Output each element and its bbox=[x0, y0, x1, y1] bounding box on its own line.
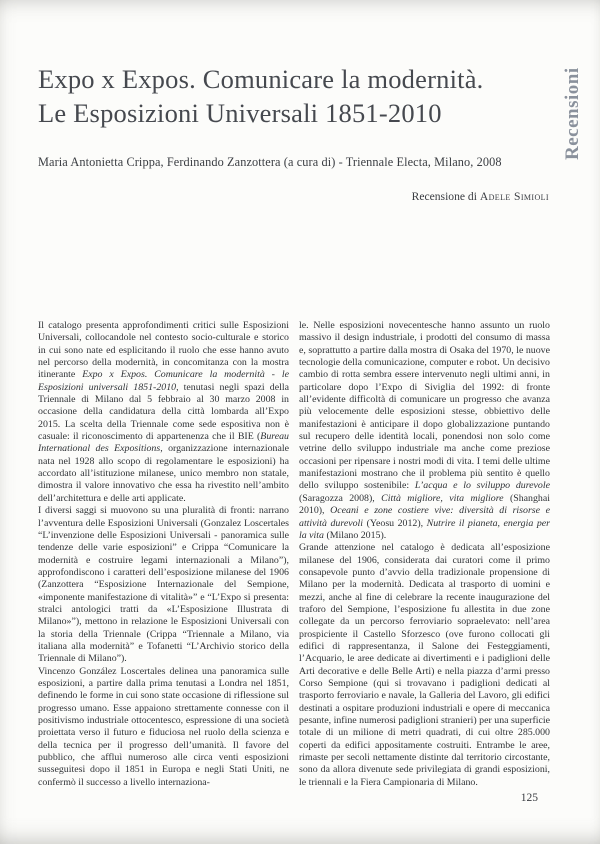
review-prefix: Recensione di bbox=[411, 190, 477, 203]
reviewer-name: Adele Simioli bbox=[479, 190, 549, 203]
text-run: (Milano 2015). bbox=[323, 529, 387, 541]
text-run: , tenutasi negli spazi della Triennale di Milano dal 5 febbraio al 30 marzo 2008 in occasione della candidatura della città lombarda all’Expo 2015. La scelta della Triennale come sede espositiva non è casuale: il riconoscimento di appartenenza che il BIE ( bbox=[38, 381, 289, 443]
text-run: (Saragozza 2008), bbox=[299, 492, 382, 504]
text-run: le. Nelle esposizioni novecentesche hanno assunto un ruolo massivo il design industriale, i prodotti del consumo di massa e, soprattutto a partire dalla mostra di Osaka del 1970, le nuove tecnologie della comunicazione, computer e robot. Un decisivo cambio di rotta sembra essere intervenuto negli ultimi anni, in particolare dopo l’Expo di Siviglia del 1992: di fronte all’evidente difficoltà di comunicare un progresso che avanza più velocemente delle esposizioni stesse, obbiettivo delle manifestazioni è anticipare il dopo globalizzazione puntando sul recupero delle identità locali, ponendosi non solo come vetrine dello sviluppo industriale ma anche come preziose occasioni per ripensare i nostri modi di vita. I temi delle ultime manifestazioni mostrano che il problema più sentito è quello dello sviluppo sostenibile: bbox=[299, 320, 550, 492]
column-right bbox=[299, 320, 550, 789]
italic-text-run: L’acqua e lo sviluppo durevole bbox=[414, 480, 550, 492]
page-title bbox=[38, 63, 483, 130]
authors-line: Maria Antonietta Crippa, Ferdinando Zanzottera (a cura di) - Triennale Electa, Milano, 2008 bbox=[38, 155, 502, 169]
italic-text-run: Nutrire il pianeta, energia per la vita bbox=[299, 517, 550, 541]
italic-text-run: Expo x Expos. Comunicare la modernità - le Esposizioni universali 1851-2010 bbox=[38, 369, 289, 393]
paragraph bbox=[299, 320, 550, 542]
italic-text-run: Città migliore, vita migliore bbox=[381, 492, 504, 504]
text-run: (Yeosu 2012), bbox=[363, 517, 427, 529]
text-run: Vincenzo González Loscertales delinea una panoramica sulle esposizioni, a partire dalla prima tenutasi a Londra nel 1851, definendo le forme in cui sono state occasione di riflessione sul progresso umano. Esse appaiono strettamente connesse con il positivismo industriale ottocentesco, espressione di una società proiettata verso il futuro e fiduciosa nel ruolo della scienza e della tecnica per il progresso dell’umanità. Il favore del pubblico, che affluì numeroso alle circa venti esposizioni susseguitesi dopo il 1851 in Europa e negli Stati Uniti, ne confermò il successo a livello internaziona- bbox=[38, 665, 289, 788]
italic-text-run: Bureau International des Expositions bbox=[38, 431, 289, 455]
text-run: Grande attenzione nel catalogo è dedicata all’esposizione milanese del 1906, considerata dai curatori come il primo consapevole punto d’avvio della tradizionale propensione di Milano per la modernità. Dedicata al trasporto di uomini e mezzi, anche al fine di celebrare la recente inaugurazione del traforo del Sempione, l’esposizione fu allestita in due zone collegate da un percorso ferroviario sopraelevato: nell’area prospiciente il Castello Sforzesco (ove furono collocati gli edifici di rappresentanza, il Salone dei Festeggiamenti, l’Acquario, le aree dedicate ai divertimenti e i padiglioni delle Arti decorative e delle Belle Arti) e nella piazza d’armi presso Corso Sempione (qui si trovavano i padiglioni dedicati al trasporto ferroviario e navale, la Galleria del Lavoro, gli edifici destinati a ospitare produzioni industriali e opere di meccanica pesante, infine numerosi padiglioni stranieri) per una superficie totale di un milione di metri quadrati, di cui oltre 285.000 coperti da edifici appositamente costruiti. Entrambe le aree, rimaste per secoli nettamente distinte dal territorio circostante, sono da allora divenute sede privilegiata di grandi esposizioni, le triennali e la Fiera Campionaria di Milano. bbox=[299, 542, 550, 788]
column-left bbox=[38, 320, 289, 789]
review-credit bbox=[412, 190, 549, 203]
title-line-1: Expo x Expos. Comunicare la modernità. bbox=[38, 64, 484, 94]
section-tab-recensioni: Recensioni bbox=[562, 67, 583, 160]
article-body bbox=[38, 320, 550, 789]
page-number: 125 bbox=[520, 792, 538, 804]
text-run: I diversi saggi si muovono su una pluralità di fronti: narrano l’avventura delle Esposizioni Universali (Gonzalez Loscertales “L’invenzione delle Esposizioni Universali - panoramica sulle tendenze delle varie esposizioni” e Crippa “Comunicare la modernità e costruire legami internazionali a Milano”), approfondiscono i caratteri dell’esposizione milanese del 1906 (Zanzottera “Esposizione Internazionale del Sempione, «imponente manifestazione di vitalità»” e “L’Expo si presenta: stralci antologici tratti da «L’Esposizione Illustrata di Milano»”), mettono in relazione le Esposizioni Universali con la storia della Triennale (Crippa “Triennale a Milano, via italiana alla modernità” e Tofanetti “L’Archivio storico della Triennale di Milano”). bbox=[38, 505, 289, 665]
text-run: (Shanghai 2010), bbox=[299, 492, 550, 517]
paragraph bbox=[38, 505, 289, 665]
paragraph bbox=[299, 542, 550, 789]
title-line-2: Le Esposizioni Universali 1851-2010 bbox=[38, 97, 442, 128]
italic-text-run: Oceani e zone costiere vive: diversità di risorse e attività durevoli bbox=[299, 505, 550, 529]
text-run: , organizzazione internazionale nata nel 1928 allo scopo di regolamentare le esposizioni) ha accordato all’istituzione milanese, unico membro non statale, dimostra il valore innovativo che essa ha rivestito nell’ambito dell’architettura e delle arti applicate. bbox=[38, 443, 289, 504]
text-run: Il catalogo presenta approfondimenti critici sulle Esposizioni Universali, collocandole nel contesto socio-culturale e storico in cui sono nate ed esplicitando il ruolo che esse hanno avuto nel percorso della modernità, in concomitanza con la mostra itinerante bbox=[38, 320, 289, 381]
paragraph bbox=[38, 320, 289, 505]
paragraph bbox=[38, 666, 289, 789]
